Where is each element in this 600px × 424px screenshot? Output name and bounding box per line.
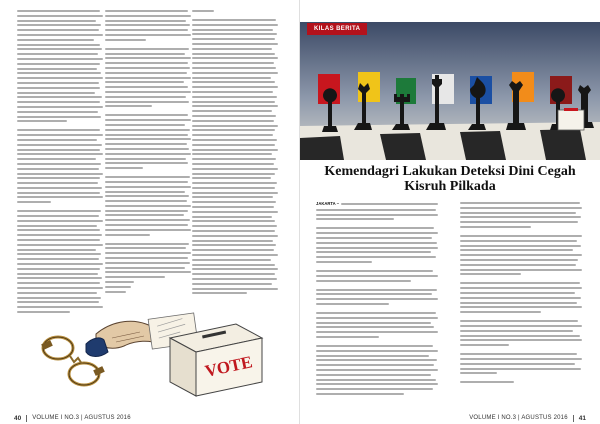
dateline-line [316, 202, 438, 206]
right-article-column-2 [460, 202, 582, 386]
left-page-footer [14, 410, 131, 424]
article-column-3 [192, 10, 278, 297]
ballot-box-photo [558, 108, 584, 130]
chess-pieces-election-photo [300, 22, 600, 160]
election-handcuffs-ballot-illustration [0, 278, 300, 402]
page-number: 41 [578, 414, 586, 422]
article-headline: Kemendagri Lakukan Deteksi Dini Cegah Kisruh Pilkada [324, 164, 576, 194]
right-page-footer [469, 410, 586, 424]
issue-label: VOLUME I NO.3 | AGUSTUS 2016 [32, 415, 131, 421]
dateline: JAKARTA – [316, 201, 340, 206]
photo-canvas [300, 22, 600, 160]
right-article-column-1 [316, 202, 438, 398]
page-number: 40 [14, 414, 22, 422]
ballot-box [170, 324, 262, 396]
article-column-2 [105, 10, 191, 295]
kicker-tag: KILAS BERITA [307, 23, 367, 35]
footer-divider [573, 415, 574, 422]
article-column-1 [17, 10, 103, 316]
ballot-box-label: VOTE [203, 352, 255, 381]
right-page [300, 0, 600, 424]
issue-label: VOLUME I NO.3 | AGUSTUS 2016 [469, 415, 568, 421]
footer-divider [26, 415, 27, 422]
